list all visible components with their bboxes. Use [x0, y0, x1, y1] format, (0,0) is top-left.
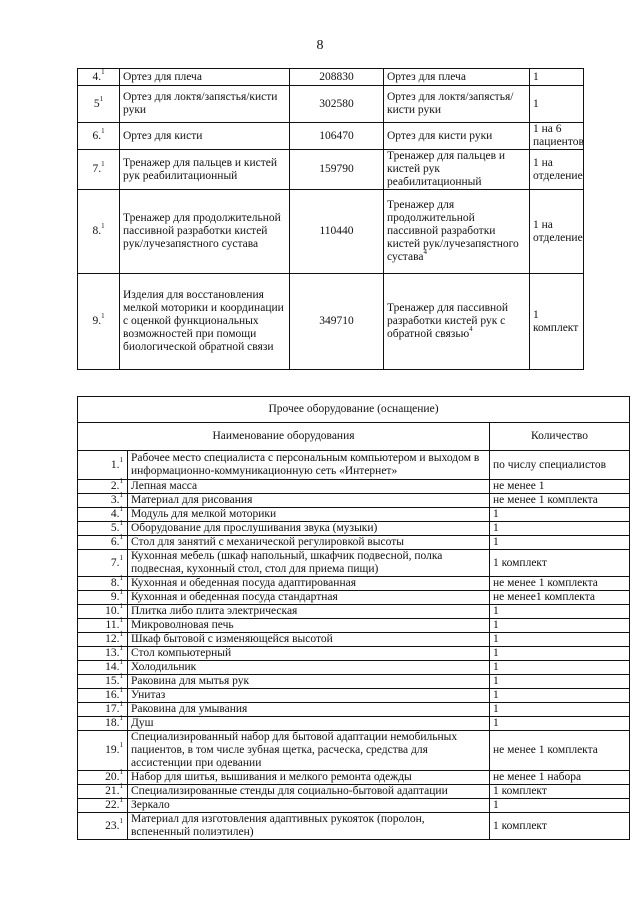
equipment-name — [128, 480, 490, 494]
footnote-mark: 1 — [119, 768, 123, 777]
equipment-name-text: Оборудование для прослушивания звука (музыки) — [131, 522, 378, 534]
footnote-mark: 1 — [119, 588, 123, 597]
equipment-quantity-text: 1 — [493, 717, 499, 729]
equipment-name-text: Кухонная и обеденная посуда стандартная — [131, 591, 338, 603]
equipment-name-text: Лепная масса — [131, 480, 198, 492]
equipment-quantity — [490, 508, 630, 522]
footnote-mark: 1 — [119, 630, 123, 639]
row-number — [78, 190, 120, 274]
row-number-text: 19. — [105, 744, 120, 756]
row-number-text: 5 — [93, 97, 100, 110]
device-quantity — [530, 86, 584, 123]
row-number-text: 3. — [110, 494, 120, 506]
equipment-name-text: Холодильник — [131, 661, 197, 673]
device-alt-name — [384, 150, 530, 190]
footnote-mark: 1 — [119, 533, 123, 542]
footnote-mark: 1 — [119, 700, 123, 709]
equipment-quantity-text: 1 — [493, 536, 499, 548]
row-number-text: 4. — [110, 508, 120, 520]
equipment-name — [128, 675, 490, 689]
device-alt-name-text: Ортез для плеча — [387, 70, 466, 83]
equipment-name-text: Шкаф бытовой с изменяющейся высотой — [131, 633, 333, 645]
table-row — [78, 577, 630, 591]
device-code — [290, 123, 384, 150]
table-row — [78, 150, 584, 190]
device-alt-name-text: Тренажер для пассивной разработки кистей рук с обратной связью — [387, 302, 509, 340]
table-row — [78, 274, 584, 370]
equipment-quantity-text: 1 — [493, 633, 499, 645]
equipment-quantity — [490, 550, 630, 577]
table-row — [78, 190, 584, 274]
table-row — [78, 451, 630, 480]
equipment-name — [128, 591, 490, 605]
footnote-mark: 1 — [119, 816, 123, 825]
row-number — [78, 451, 128, 480]
device-code — [290, 69, 384, 86]
equipment-name-text: Микроволновая печь — [131, 619, 234, 631]
equipment-name — [128, 799, 490, 813]
device-name — [120, 150, 290, 190]
row-number-text: 18. — [105, 717, 120, 729]
row-number — [78, 813, 128, 840]
footnote-mark: 1 — [119, 796, 123, 805]
device-alt-name — [384, 69, 530, 86]
row-number-text: 11. — [105, 619, 120, 631]
row-number-text: 13. — [105, 647, 120, 659]
row-number-text: 5. — [110, 522, 120, 534]
table-row — [78, 605, 630, 619]
equipment-name-text: Зеркало — [131, 799, 170, 811]
footnote-mark: 1 — [101, 222, 105, 231]
table-row — [78, 633, 630, 647]
device-alt-name-text: Ортез для локтя/запястья/кисти руки — [387, 91, 514, 116]
equipment-quantity-text: не менее 1 набора — [493, 771, 582, 783]
footnote-mark: 1 — [101, 126, 105, 135]
table-row — [78, 480, 630, 494]
equipment-name — [128, 703, 490, 717]
device-quantity-text: 1 — [533, 70, 539, 83]
equipment-name — [128, 550, 490, 577]
equipment-quantity — [490, 799, 630, 813]
table-row — [78, 508, 630, 522]
table-row — [78, 799, 630, 813]
device-name — [120, 274, 290, 370]
footnote-mark: 1 — [119, 477, 123, 486]
device-name-text: Ортез для кисти — [123, 129, 203, 142]
device-code — [290, 86, 384, 123]
row-number-text: 17. — [105, 703, 120, 715]
row-number-text: 6. — [110, 536, 120, 548]
equipment-name-text: Раковина для мытья рук — [131, 675, 250, 687]
other-equipment-table — [77, 396, 630, 840]
equipment-quantity — [490, 577, 630, 591]
equipment-quantity-text: не менее1 комплекта — [493, 591, 596, 603]
device-code — [290, 274, 384, 370]
table-row — [78, 771, 630, 785]
equipment-quantity — [490, 605, 630, 619]
equipment-quantity — [490, 591, 630, 605]
table-row — [78, 86, 584, 123]
row-number — [78, 86, 120, 123]
table-row — [78, 123, 584, 150]
row-number-text: 21. — [105, 785, 120, 797]
footnote-mark: 1 — [119, 455, 123, 464]
equipment-quantity-text: 1 комплект — [493, 785, 547, 797]
equipment-name — [128, 451, 490, 480]
equipment-name — [128, 619, 490, 633]
row-number-text: 2. — [110, 480, 120, 492]
footnote-mark: 1 — [101, 160, 105, 169]
device-quantity-text: 1 комплект — [533, 308, 579, 334]
page-number: 8 — [316, 38, 324, 53]
row-number-text: 14. — [105, 661, 120, 673]
table-row — [78, 522, 630, 536]
device-quantity-text: 1 на 6 пациентов — [533, 123, 584, 148]
column-header-quantity: Количество — [490, 423, 630, 451]
table-row — [78, 785, 630, 799]
equipment-quantity-text: 1 — [493, 508, 499, 520]
device-quantity-text: 1 на отделение — [533, 156, 583, 182]
row-number — [78, 69, 120, 86]
footnote-mark: 1 — [119, 644, 123, 653]
equipment-name-text: Стол для занятий с механической регулировкой высоты — [131, 536, 404, 548]
table-row — [78, 647, 630, 661]
equipment-quantity — [490, 771, 630, 785]
equipment-name — [128, 813, 490, 840]
footnote-mark: 1 — [119, 658, 123, 667]
row-number-text: 7. — [110, 556, 120, 569]
row-number-text: 7. — [92, 163, 102, 175]
equipment-quantity — [490, 619, 630, 633]
footnote-mark: 1 — [119, 491, 123, 500]
equipment-quantity — [490, 536, 630, 550]
device-name-text: Ортез для локтя/запястья/кисти руки — [123, 91, 278, 116]
device-code-text: 110440 — [319, 225, 354, 237]
equipment-quantity-text: не менее 1 — [493, 480, 545, 492]
equipment-quantity — [490, 633, 630, 647]
equipment-quantity — [490, 785, 630, 799]
device-quantity-text: 1 — [533, 97, 539, 110]
equipment-name — [128, 605, 490, 619]
table-row — [78, 731, 630, 771]
equipment-name — [128, 508, 490, 522]
table-row — [78, 813, 630, 840]
device-alt-name — [384, 86, 530, 123]
equipment-name-text: Унитаз — [131, 689, 166, 701]
equipment-quantity-text: 1 — [493, 799, 499, 811]
equipment-quantity — [490, 451, 630, 480]
equipment-name-text: Кухонная мебель (шкаф напольный, шкафчик подвесной, полка подвесная, кухонный стол, стол для приема пищи) — [131, 550, 443, 575]
device-name-text: Тренажер для пальцев и кистей рук реабилитационный — [123, 156, 278, 182]
footnote-mark: 1 — [119, 686, 123, 695]
equipment-name — [128, 522, 490, 536]
table-row — [78, 550, 630, 577]
equipment-name — [128, 771, 490, 785]
row-number-text: 16. — [105, 689, 120, 701]
table-row — [78, 689, 630, 703]
equipment-quantity — [490, 480, 630, 494]
equipment-quantity-text: 1 — [493, 703, 499, 715]
equipment-quantity-text: не менее 1 комплекта — [493, 494, 598, 506]
equipment-quantity-text: по числу специалистов — [493, 458, 607, 471]
footnote-mark: 1 — [101, 312, 105, 321]
row-number-text: 15. — [105, 675, 120, 687]
equipment-quantity-text: 1 — [493, 661, 499, 673]
footnote-mark: 1 — [101, 67, 105, 76]
table-row — [78, 703, 630, 717]
equipment-quantity — [490, 813, 630, 840]
footnote-mark: 1 — [119, 782, 123, 791]
equipment-name — [128, 785, 490, 799]
device-code-text: 106470 — [319, 129, 354, 142]
equipment-quantity-text: 1 — [493, 619, 499, 631]
equipment-name — [128, 536, 490, 550]
row-number — [78, 731, 128, 771]
row-number — [78, 714, 128, 731]
table-row — [78, 717, 630, 731]
table-row — [78, 591, 630, 605]
table-row — [78, 69, 584, 86]
equipment-name-text: Рабочее место специалиста с персональным компьютером и выходом в информационно-коммуникационную сеть «Интернет» — [131, 452, 480, 477]
equipment-name — [128, 661, 490, 675]
footnote-mark: 1 — [119, 519, 123, 528]
device-code-text: 159790 — [319, 163, 354, 175]
device-name — [120, 69, 290, 86]
device-quantity-text: 1 на отделение — [533, 218, 583, 244]
equipment-name-text: Стол компьютерный — [131, 647, 232, 659]
row-number — [78, 796, 128, 813]
device-code — [290, 150, 384, 190]
device-alt-name — [384, 190, 530, 274]
equipment-name — [128, 647, 490, 661]
row-number-text: 6. — [92, 129, 102, 142]
row-number-text: 12. — [105, 633, 120, 645]
column-header-name: Наименование оборудования — [78, 423, 490, 451]
row-number-text: 1. — [110, 458, 120, 471]
footnote-mark: 1 — [119, 741, 123, 750]
footnote-mark: 1 — [119, 553, 123, 562]
equipment-name-text: Раковина для умывания — [131, 703, 248, 715]
device-name-text: Изделия для восстановления мелкой моторики и координации с оценкой функциональных возможностей при помощи биологической обратной связи — [123, 289, 284, 353]
equipment-name — [128, 494, 490, 508]
equipment-quantity — [490, 703, 630, 717]
device-alt-name — [384, 123, 530, 150]
device-name — [120, 86, 290, 123]
device-name-text: Тренажер для продолжительной пассивной разработки кистей рук/лучезапястного сустава — [123, 212, 281, 250]
row-number — [78, 150, 120, 190]
row-number-text: 8. — [110, 577, 120, 589]
footnote-mark: 4 — [469, 325, 473, 334]
equipment-quantity-text: 1 — [493, 647, 499, 659]
device-quantity — [530, 150, 584, 190]
equipment-quantity-text: 1 комплект — [493, 819, 547, 832]
equipment-name — [128, 633, 490, 647]
equipment-name-text: Специализированный набор для бытовой адаптации немобильных пациентов, в том числе зубная щетка, расческа, средства для ассистенции при одевании — [131, 731, 458, 769]
device-alt-name-text: Ортез для кисти руки — [387, 129, 493, 142]
equipment-quantity-text: 1 — [493, 689, 499, 701]
equipment-quantity-text: 1 — [493, 605, 499, 617]
equipment-name-text: Душ — [131, 717, 154, 729]
footnote-mark: 1 — [119, 505, 123, 514]
device-quantity — [530, 190, 584, 274]
equipment-name-text: Кухонная и обеденная посуда адаптированная — [131, 577, 356, 589]
equipment-name-text: Плитка либо плита электрическая — [131, 605, 298, 617]
equipment-quantity — [490, 731, 630, 771]
equipment-name — [128, 577, 490, 591]
equipment-name-text: Специализированные стенды для социально-бытовой адаптации — [131, 785, 448, 797]
equipment-quantity-text: 1 комплект — [493, 556, 547, 569]
equipment-name — [128, 689, 490, 703]
footnote-mark: 1 — [119, 616, 123, 625]
row-number-text: 9. — [92, 315, 102, 327]
row-number-text: 4. — [92, 70, 102, 83]
table-row — [78, 536, 630, 550]
device-name-text: Ортез для плеча — [123, 70, 202, 83]
equipment-name-text: Материал для рисования — [131, 494, 253, 506]
equipment-quantity-text: 1 — [493, 675, 499, 687]
equipment-name-text: Материал для изготовления адаптивных рукояток (поролон, вспененный полиэтилен) — [131, 813, 425, 838]
footnote-mark: 4 — [423, 248, 427, 257]
footnote-mark: 1 — [99, 94, 104, 103]
row-number-text: 20. — [105, 771, 120, 783]
device-alt-name-text: Тренажер для пальцев и кистей рук реабилитационный — [387, 150, 506, 188]
equipment-quantity — [490, 494, 630, 508]
equipment-quantity-text: 1 — [493, 522, 499, 534]
device-quantity — [530, 69, 584, 86]
equipment-quantity-text: не менее 1 комплекта — [493, 744, 598, 756]
equipment-quantity — [490, 647, 630, 661]
equipment-quantity-text: не менее 1 комплекта — [493, 577, 598, 589]
row-number-text: 8. — [92, 225, 102, 237]
table-row — [78, 619, 630, 633]
device-code — [290, 190, 384, 274]
equipment-quantity — [490, 689, 630, 703]
row-number — [78, 550, 128, 577]
row-number-text: 10. — [105, 605, 120, 617]
footnote-mark: 1 — [119, 714, 123, 723]
device-alt-name-text: Тренажер для продолжительной пассивной разработки кистей рук/лучезапястного сустава — [387, 199, 519, 263]
table-row — [78, 661, 630, 675]
device-quantity — [530, 274, 584, 370]
footnote-mark: 1 — [119, 672, 123, 681]
device-code-text: 208830 — [319, 70, 354, 83]
equipment-table-continued — [77, 68, 584, 370]
device-code-text: 349710 — [319, 315, 354, 327]
device-alt-name — [384, 274, 530, 370]
device-name — [120, 123, 290, 150]
row-number-text: 22. — [105, 799, 120, 811]
row-number-text: 9. — [110, 591, 120, 603]
equipment-quantity — [490, 661, 630, 675]
equipment-quantity — [490, 522, 630, 536]
equipment-quantity — [490, 675, 630, 689]
table-title: Прочее оборудование (оснащение) — [78, 397, 630, 423]
device-name — [120, 190, 290, 274]
footnote-mark: 1 — [119, 602, 123, 611]
row-number — [78, 274, 120, 370]
footnote-mark: 1 — [119, 574, 123, 583]
device-quantity — [530, 123, 584, 150]
equipment-name — [128, 731, 490, 771]
row-number-text: 23. — [105, 819, 120, 832]
device-code-text: 302580 — [319, 97, 354, 110]
row-number — [78, 533, 128, 550]
equipment-name-text: Набор для шитья, вышивания и мелкого ремонта одежды — [131, 771, 412, 783]
equipment-name — [128, 717, 490, 731]
equipment-quantity — [490, 717, 630, 731]
equipment-name-text: Модуль для мелкой моторики — [131, 508, 277, 520]
row-number — [78, 123, 120, 150]
table-row — [78, 675, 630, 689]
table-row — [78, 494, 630, 508]
